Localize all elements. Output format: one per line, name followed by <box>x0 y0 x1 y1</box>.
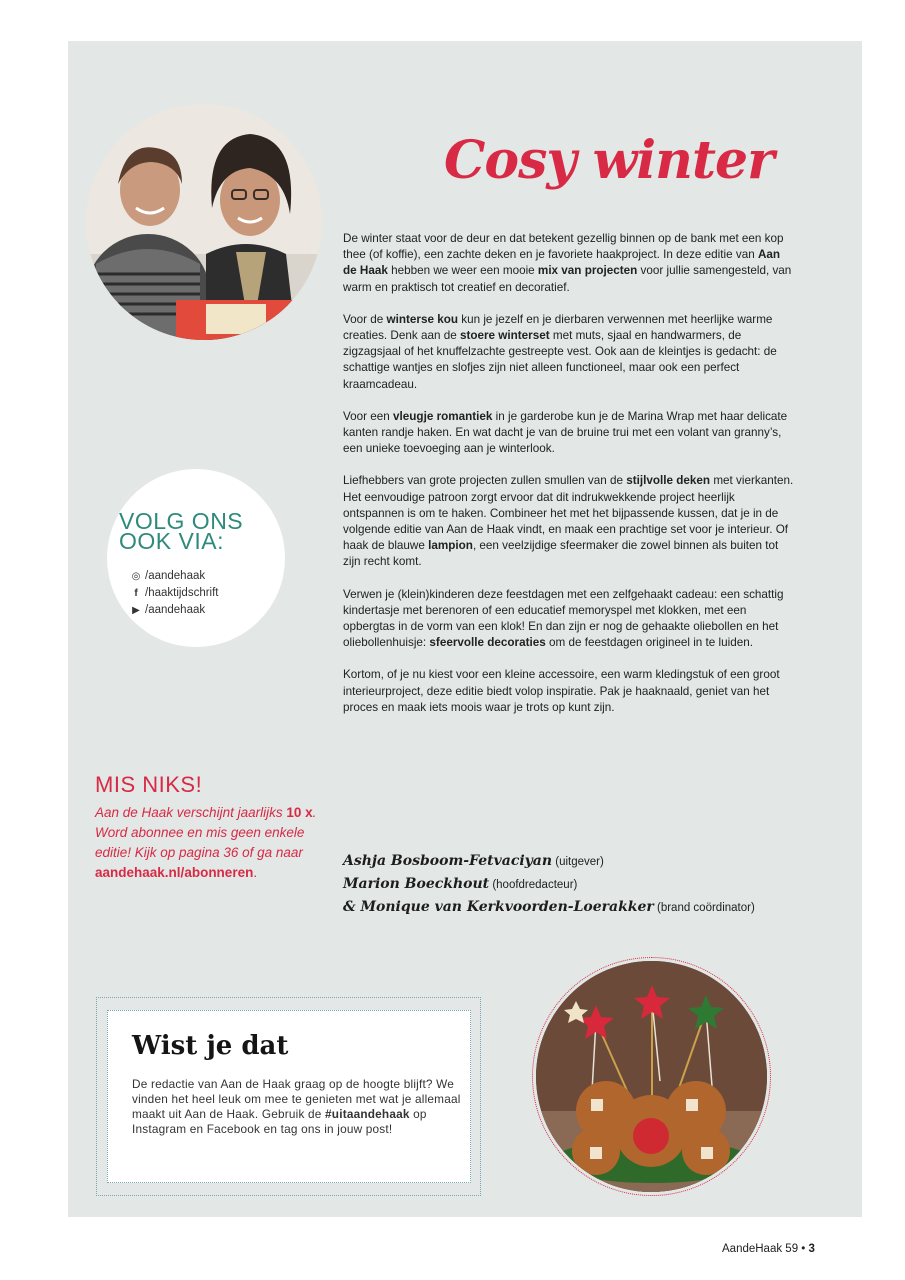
paragraph: Voor een vleugje romantiek in je garderobe kun je de Marina Wrap met haar delicate kanten randje haken. En wat dacht je van de bruine trui met een volant van granny’s, een unieke toevoeging aan je winterlook. <box>343 409 788 456</box>
editorial-text <box>343 231 795 732</box>
page-number: 3 <box>808 1243 815 1255</box>
subscribe-text: Aan de Haak verschijnt jaarlijks 10 x. Word abonnee en mis geen enkele editie! Kijk op pagina 36 of ga naar aandehaak.nl/abonneren. <box>95 805 317 880</box>
page-footer: AandeHaak 59 • 3 <box>722 1243 815 1255</box>
decoration-photo-frame <box>532 957 771 1196</box>
wist-je-dat-box <box>107 1010 471 1183</box>
signature-line: Marion Boeckhout (hoofdredacteur) <box>343 876 578 892</box>
paragraph: Voor de winterse kou kun je jezelf en je dierbaren verwennen met heerlijke warme creaties. Denk aan de stoere winterset met muts, sjaal en handwarmers, de zigzagsjaal of het knuffelzachte gestreepte vest. Ook aan de kleintjes is gedacht: de schattige wantjes en slofjes zijn niet alleen functioneel, maar ook een perfect kraamcadeau. <box>343 312 777 391</box>
oliebollen-house-illustration <box>536 961 767 1192</box>
signatures <box>343 850 803 919</box>
editors-photo <box>86 104 322 340</box>
social-link-instagram[interactable]: ◎ /aandehaak <box>130 568 219 585</box>
page-title: Cosy winter <box>444 130 774 191</box>
paragraph: De winter staat voor de deur en dat betekent gezellig binnen op de bank met een kop thee (of koffie), een zachte deken en je favoriete haakproject. In deze editie van Aan de Haak hebben we weer een mooie mix van projecten voor jullie samengesteld, van warm en praktisch tot creatief en decoratief. <box>343 232 792 294</box>
follow-heading: VOLG ONS OOK VIA: <box>119 508 244 554</box>
subscribe-callout <box>95 773 325 883</box>
paragraph: Verwen je (klein)kinderen deze feestdagen met een zelfgehaakt cadeau: een schattig kindertasje met berenoren of een educatief memoryspel met klokken, met een opbergtas in de vorm van een klok! En dan zijn er nog de gehaakte oliebollen en het oliebollenhuisje: sfeervolle decoraties om de feestdagen origineel in te luiden. <box>343 587 784 650</box>
social-link-youtube[interactable]: ▶ /aandehaak <box>130 602 219 619</box>
hashtag: #uitaandehaak <box>325 1107 410 1121</box>
magazine-issue: AandeHaak 59 <box>722 1243 799 1255</box>
wist-text: De redactie van Aan de Haak graag op de hoogte blijft? We vinden het heel leuk om mee te genieten met wat je allemaal maakt uit Aan de Haak. Gebruik de #uitaandehaak op Instagram en Facebook en tag ons in jouw post! <box>132 1077 461 1136</box>
paragraph: Liefhebbers van grote projecten zullen smullen van de stijlvolle deken met vierkanten. Het eenvoudige patroon zorgt ervoor dat dit indrukwekkende project heerlijk ontspannen is om te haken. Combineer het met het bijpassende kussen, dat je in de volgende editie van Aan de Haak vindt, en maak een prachtige set voor je interieur. Of haak de blauwe lampion, een veelzijdige sfeermaker die zowel binnen als buiten tot zijn recht komt. <box>343 474 794 569</box>
editors-photo-illustration <box>86 104 322 340</box>
signature-line: & Monique van Kerkvoorden-Loerakker (brand coördinator) <box>343 899 755 915</box>
wist-heading: Wist je dat <box>132 1031 289 1061</box>
youtube-icon: ▶ <box>132 605 140 616</box>
follow-us-circle <box>107 469 285 647</box>
facebook-icon: f <box>134 588 138 599</box>
social-link-facebook[interactable]: f /haaktijdschrift <box>130 585 219 602</box>
signature-line: Ashja Bosboom-Fetvaciyan (uitgever) <box>343 853 604 869</box>
paragraph: Kortom, of je nu kiest voor een kleine accessoire, een warm kledingstuk of een groot interieurproject, deze editie biedt volop inspiratie. Pak je haaknaald, geniet van het proces en maak iets moois waar je trots op kunt zijn. <box>343 668 780 714</box>
social-links <box>130 568 219 619</box>
instagram-icon: ◎ <box>131 571 141 582</box>
subscribe-link[interactable]: aandehaak.nl/abonneren <box>95 865 254 880</box>
subscribe-heading: MIS NIKS! <box>95 772 203 797</box>
decoration-photo <box>536 961 767 1192</box>
